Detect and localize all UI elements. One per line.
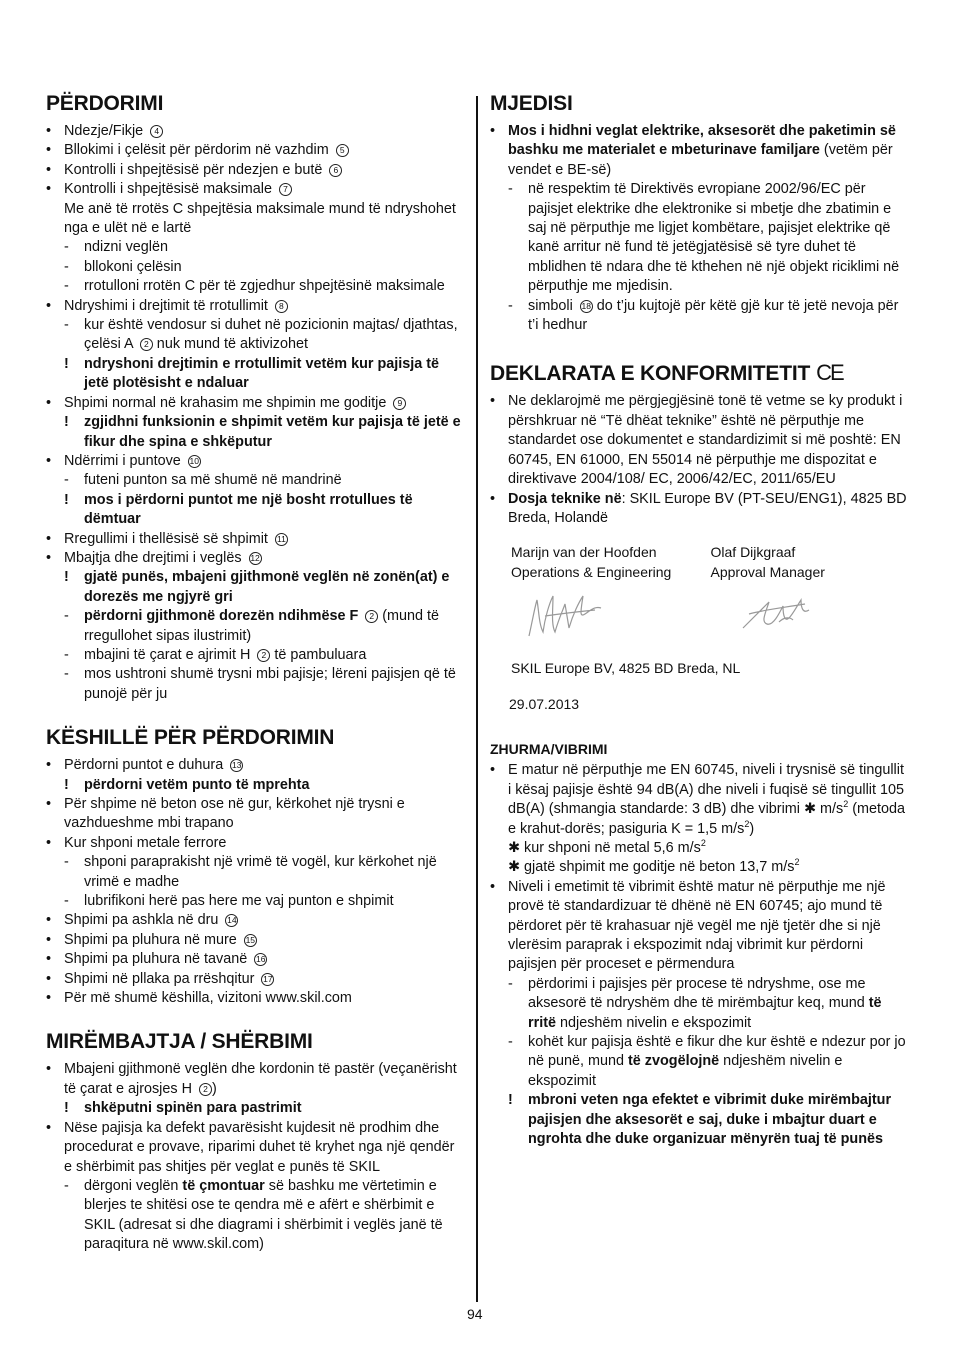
list-marker: ! <box>64 355 69 372</box>
list-marker: - <box>64 854 69 871</box>
ce-mark-logo: CE <box>816 360 843 386</box>
section-title: KËSHILLË PËR PËRDORIMIN <box>46 726 335 750</box>
list-item-text: mbajini të çarat e ajrimit H 2 të pambuluara <box>84 646 367 663</box>
list-item <box>46 258 464 277</box>
list-item <box>490 297 910 336</box>
list-marker: - <box>64 1177 69 1194</box>
list-item-text: Dosja teknike në: SKIL Europe BV (PT-SEU/ENG1), 4825 BD Breda, Holandë <box>508 490 907 526</box>
list-item-text: Shpimi pa ashkla në dru 14 <box>64 912 237 929</box>
signature-2-image <box>739 588 813 636</box>
list-item-text: përdorni gjithmonë dorezën ndihmëse F 2 (mund të rregullohet sipas ilustrimit) <box>84 608 440 644</box>
item-list <box>46 122 464 704</box>
list-item-text: Ndryshimi i drejtimit të rrotullimit 8 <box>64 298 288 314</box>
section <box>46 1030 464 1254</box>
list-marker: • <box>490 878 496 895</box>
section-mjedisi <box>490 92 910 335</box>
list-item-text: Niveli i emetimit të vibrimit është matur në përputhje me një provë të standardizuar të dhënë në EN 60745; ajo mund të përdoret për të krahasuar një vegël me një tjetër dhe si një vlerësim paraprak i ekspozimit ndaj vibrimit kur përdorni pajisjen për proceset e përmendura <box>508 878 886 973</box>
list-item <box>46 530 464 549</box>
list-marker: • <box>490 762 496 779</box>
list-item-text: mos i përdorni puntot me një bosht rrotullues të dëmtuar <box>84 491 413 528</box>
list-item <box>46 892 464 911</box>
list-marker: • <box>46 990 52 1007</box>
list-marker: • <box>46 549 52 566</box>
list-item <box>46 834 464 853</box>
list-item <box>46 853 464 892</box>
list-item <box>46 646 464 665</box>
list-marker: • <box>46 931 52 948</box>
list-item-text: futeni punton sa më shumë në mandrinë <box>84 472 342 489</box>
list-item <box>46 989 464 1008</box>
list-item <box>46 180 464 199</box>
list-marker: • <box>46 142 52 159</box>
item-list <box>490 761 910 1149</box>
list-marker: - <box>64 317 69 334</box>
list-item <box>46 471 464 490</box>
list-item <box>490 180 910 296</box>
list-item-text: përdorni vetëm punto të mprehta <box>84 776 310 793</box>
list-item-text: Mos i hidhni veglat elektrike, aksesorët dhe paketimin së bashku me materialet e mbeturinave familjare (vetëm për vendet e BE-së) <box>508 123 896 178</box>
list-item-text: rrotulloni rrotën C për të zgjedhur shpejtësinë maksimale <box>84 278 445 295</box>
list-item <box>46 413 464 452</box>
list-marker: - <box>64 666 69 683</box>
list-marker: • <box>46 181 52 198</box>
list-item <box>46 297 464 316</box>
list-marker: • <box>46 452 52 469</box>
list-item <box>490 1091 910 1149</box>
list-marker: • <box>46 796 52 812</box>
list-item-text: simboli 18 do t’ju kujtojë për këtë gjë kur të jetë nevoja për t’i hedhur <box>528 297 899 334</box>
list-marker: - <box>64 472 69 489</box>
list-item-text: zgjidhni funksionin e shpimit vetëm kur pajisja të jetë e fikur dhe spina e shkëputur <box>84 414 461 450</box>
list-item <box>46 1177 464 1255</box>
list-marker: - <box>64 608 69 625</box>
list-item <box>46 1099 464 1118</box>
section-deklarata <box>490 361 910 714</box>
list-marker: • <box>46 1061 52 1078</box>
section-zhurma <box>490 740 910 1149</box>
signer-1 <box>511 542 711 582</box>
list-item <box>46 911 464 930</box>
title-text: DEKLARATA E KONFORMITETIT <box>490 362 811 386</box>
left-column <box>46 92 464 1277</box>
list-marker: • <box>46 297 52 314</box>
list-item-text: Bllokimi i çelësit për përdorim në vazhdim 5 <box>64 142 349 158</box>
column-divider <box>476 96 478 1302</box>
signer-name: Marijn van der Hoofden <box>511 544 657 561</box>
list-marker: ! <box>64 776 69 793</box>
signers <box>511 542 910 582</box>
list-marker: - <box>508 975 513 992</box>
list-item-text: Përdorni puntot e duhura 13 <box>64 757 242 774</box>
list-item-text: kur është vendosur si duhet në pozicionin majtas/ djathtas, çelësi A 2 nuk mund të aktivizohet <box>84 317 458 353</box>
list-item <box>46 1119 464 1177</box>
list-item <box>46 549 464 568</box>
list-marker: • <box>46 951 52 968</box>
list-marker: - <box>508 181 513 198</box>
list-marker: • <box>46 161 52 178</box>
list-item <box>46 607 464 646</box>
list-item-text: Mbajeni gjithmonë veglën dhe kordonin të pastër (veçanërisht të çarat e ajrosjes H 2 ) <box>64 1061 457 1097</box>
section-title: ZHURMA/VIBRIMI <box>490 741 608 758</box>
declaration-date: 29.07.2013 <box>509 696 580 713</box>
item-list <box>490 392 910 528</box>
list-marker: • <box>490 393 496 410</box>
list-marker: • <box>46 394 52 411</box>
list-item-text: në respektim të Direktivës evropiane 2002/96/EC për pajisjet elektrike dhe elektronike si mbetje dhe zbatimin e saj në përputhje me ligjet kombëtare, pajisjet elektrike që kanë arritur në fund të jetëgjatësisë së tyre duhet të mblidhen të ndara dhe të kthehen në një objekt riciklimi në përputhje me mjedisin. <box>528 181 900 295</box>
signer-2 <box>711 542 911 582</box>
section <box>46 92 464 704</box>
item-list <box>46 1060 464 1254</box>
list-item-text: kohët kur pajisja është e fikur dhe kur është e ndezur por jo në punë, mund të zvogëlojnë ndjeshëm nivelin e ekspozimit <box>528 1034 906 1089</box>
list-marker: - <box>64 278 69 295</box>
list-item-text: Kur shponi metale ferrore <box>64 834 227 851</box>
list-item-text: bllokoni çelësin <box>84 258 182 275</box>
list-item-text: Mbajtja dhe drejtimi i veglës 12 <box>64 549 260 566</box>
list-item <box>46 950 464 969</box>
list-item-text: ndryshoni drejtimin e rrotullimit vetëm kur pajisja të jetë plotësisht e ndaluar <box>84 355 440 392</box>
list-item <box>46 200 464 239</box>
section-title <box>490 361 910 386</box>
list-item <box>490 392 910 489</box>
list-item <box>490 858 910 877</box>
right-column <box>490 92 910 1171</box>
list-item-text: lubrifikoni herë pas here me vaj punton e shpimit <box>84 893 394 910</box>
list-item-text: Rregullimi i thellësisë së shpimit 11 <box>64 531 288 547</box>
list-item <box>46 122 464 141</box>
list-item-text: Për shpime në beton ose në gur, kërkohet një trysni e vazhdueshme mbi trapano <box>64 796 405 832</box>
list-item-text: Ndërrimi i puntove 10 <box>64 452 200 469</box>
signer-role: Operations & Engineering <box>511 564 672 581</box>
list-item-text: Shpimi pa pluhura në mure 15 <box>64 931 256 948</box>
list-marker: • <box>46 123 52 139</box>
list-marker: • <box>46 530 52 547</box>
list-item <box>490 878 910 975</box>
list-marker: ! <box>64 414 69 431</box>
list-item <box>46 568 464 607</box>
list-item-text: dërgoni veglën të çmontuar së bashku me vërtetimin e blerjes te shitësi ose te qendra më e afërt e shërbimit e SKIL (adresat si dhe diagrami i shërbimit i veglës janë të paraqitura në www.skil.com) <box>84 1177 443 1253</box>
list-item <box>46 161 464 180</box>
list-item-text: Nëse pajisja ka defekt pavarësisht kujdesit në prodhim dhe procedurat e provave, riparimi duhet të kryhet nga një qendër e shërbimit pas shitjes për veglat e punës të SKIL <box>64 1119 455 1175</box>
list-marker: • <box>46 834 52 851</box>
list-marker: • <box>490 123 496 139</box>
list-item-text: shponi paraprakisht një vrimë të vogël, kur kërkohet një vrimë e madhe <box>84 854 437 890</box>
list-item <box>46 238 464 257</box>
list-marker: • <box>46 970 52 987</box>
list-item <box>46 355 464 394</box>
list-marker: • <box>46 912 52 929</box>
list-marker: ! <box>64 491 69 508</box>
list-item <box>46 776 464 795</box>
list-item-text: Ndezje/Fikje 4 <box>64 123 163 139</box>
section-title: PËRDORIMI <box>46 92 164 115</box>
list-item-text: E matur në përputhje me EN 60745, niveli i trysnisë së tingullit i kësaj pajisje është 94 dB(A) dhe niveli i fuqisë së tingullit 105 dB(A) (shmangia standarde: 3 dB) dhe vibrimi ✱ $m/s^2$ (metoda e krahut-dorës; pasiguria K = 1,5 $m/s^2$) <box>508 762 905 837</box>
list-item-text: mbroni veten nga efektet e vibrimit duke mirëmbajtur pajisjen dhe aksesorët e saj, duke i mbajtur duart e ngrohta dhe duke organizuar mënyrën tuaj të punës <box>528 1092 892 1148</box>
list-item-text: ✱ kur shponi në metal 5,6 $m/s^2$ <box>508 838 706 856</box>
page-number: 94 <box>467 1306 483 1322</box>
list-item <box>46 665 464 704</box>
list-item-text: përdorimi i pajisjes për procese të ndryshme, ose me aksesorë të ndryshëm dhe të mirëmbajtur keq, mund të rritë ndjeshëm nivelin e ekspozimit <box>528 975 882 1031</box>
list-item <box>490 839 910 858</box>
list-item <box>46 394 464 413</box>
company-address: SKIL Europe BV, 4825 BD Breda, NL <box>511 660 741 677</box>
signature-1-image <box>525 588 605 644</box>
item-list <box>46 756 464 1008</box>
list-item <box>46 491 464 530</box>
list-item <box>490 122 910 180</box>
list-item <box>46 931 464 950</box>
list-item <box>46 277 464 296</box>
list-marker: ! <box>64 1100 69 1117</box>
signatures <box>511 582 910 658</box>
list-marker: - <box>508 1034 513 1050</box>
list-marker: - <box>508 297 513 314</box>
list-item <box>490 490 910 529</box>
list-item <box>46 452 464 471</box>
list-marker: - <box>64 258 69 275</box>
list-item <box>46 316 464 355</box>
list-marker: • <box>490 490 496 507</box>
list-item <box>490 761 910 839</box>
section-title: MIRËMBAJTJA / SHËRBIMI <box>46 1030 313 1054</box>
list-item-text: ✱ gjatë shpimit me goditje në beton 13,7 $m/s^2$ <box>508 857 800 876</box>
signer-name: Olaf Dijkgraaf <box>710 544 796 561</box>
list-item <box>490 975 910 1033</box>
list-item-text: gjatë punës, mbajeni gjithmonë veglën në zonën(at) e dorezës me ngjyrë gri <box>84 569 450 605</box>
list-item-text: Shpimi normal në krahasim me shpimin me goditje 9 <box>64 395 406 411</box>
list-item <box>46 141 464 160</box>
list-item-text: Ne deklarojmë me përgjegjësinë tonë të vetme se ky produkt i përshkruar në “Të dhëat teknike” është në përputhje me standardet ose dokumentet e standardizimit si më poshtë: EN 60745, EN 61000, EN 55014 në përputhje me dispozitat e direktivave 2004/108/ EC, 2006/42/EC, 2011/65/EU <box>508 393 903 488</box>
section <box>46 726 464 1008</box>
list-item <box>46 795 464 834</box>
list-marker: ! <box>508 1092 513 1109</box>
list-marker: - <box>64 239 69 256</box>
list-item-text: mos ushtroni shumë trysni mbi pajisje; lëreni pajisjen që të punojë për ju <box>84 666 456 702</box>
list-item-text: Kontrolli i shpejtësisë maksimale 7 <box>64 181 292 197</box>
list-item <box>46 756 464 775</box>
item-list <box>490 122 910 335</box>
list-item-text: Kontrolli i shpejtësisë për ndezjen e butë 6 <box>64 162 342 178</box>
list-item-text: Me anë të rrotës C shpejtësia maksimale mund të ndryshohet nga e ulët në e lartë <box>64 200 456 237</box>
list-item-text: shkëputni spinën para pastrimit <box>84 1100 302 1117</box>
list-marker: - <box>64 893 69 910</box>
list-item <box>46 1060 464 1099</box>
list-marker: • <box>46 757 52 774</box>
list-marker: • <box>46 1119 52 1136</box>
list-marker: ! <box>64 569 69 586</box>
list-item-text: Shpimi në pllaka pa rrëshqitur 17 <box>64 970 273 987</box>
signer-role: Approval Manager <box>710 564 825 581</box>
list-item-text: Për më shumë këshilla, vizitoni www.skil.com <box>64 990 352 1007</box>
list-item-text: ndizni veglën <box>84 239 169 256</box>
list-item <box>46 970 464 989</box>
section-title: MJEDISI <box>490 92 573 115</box>
list-marker: - <box>64 646 69 663</box>
list-item-text: Shpimi pa pluhura në tavanë 16 <box>64 951 266 968</box>
list-item <box>490 1033 910 1091</box>
